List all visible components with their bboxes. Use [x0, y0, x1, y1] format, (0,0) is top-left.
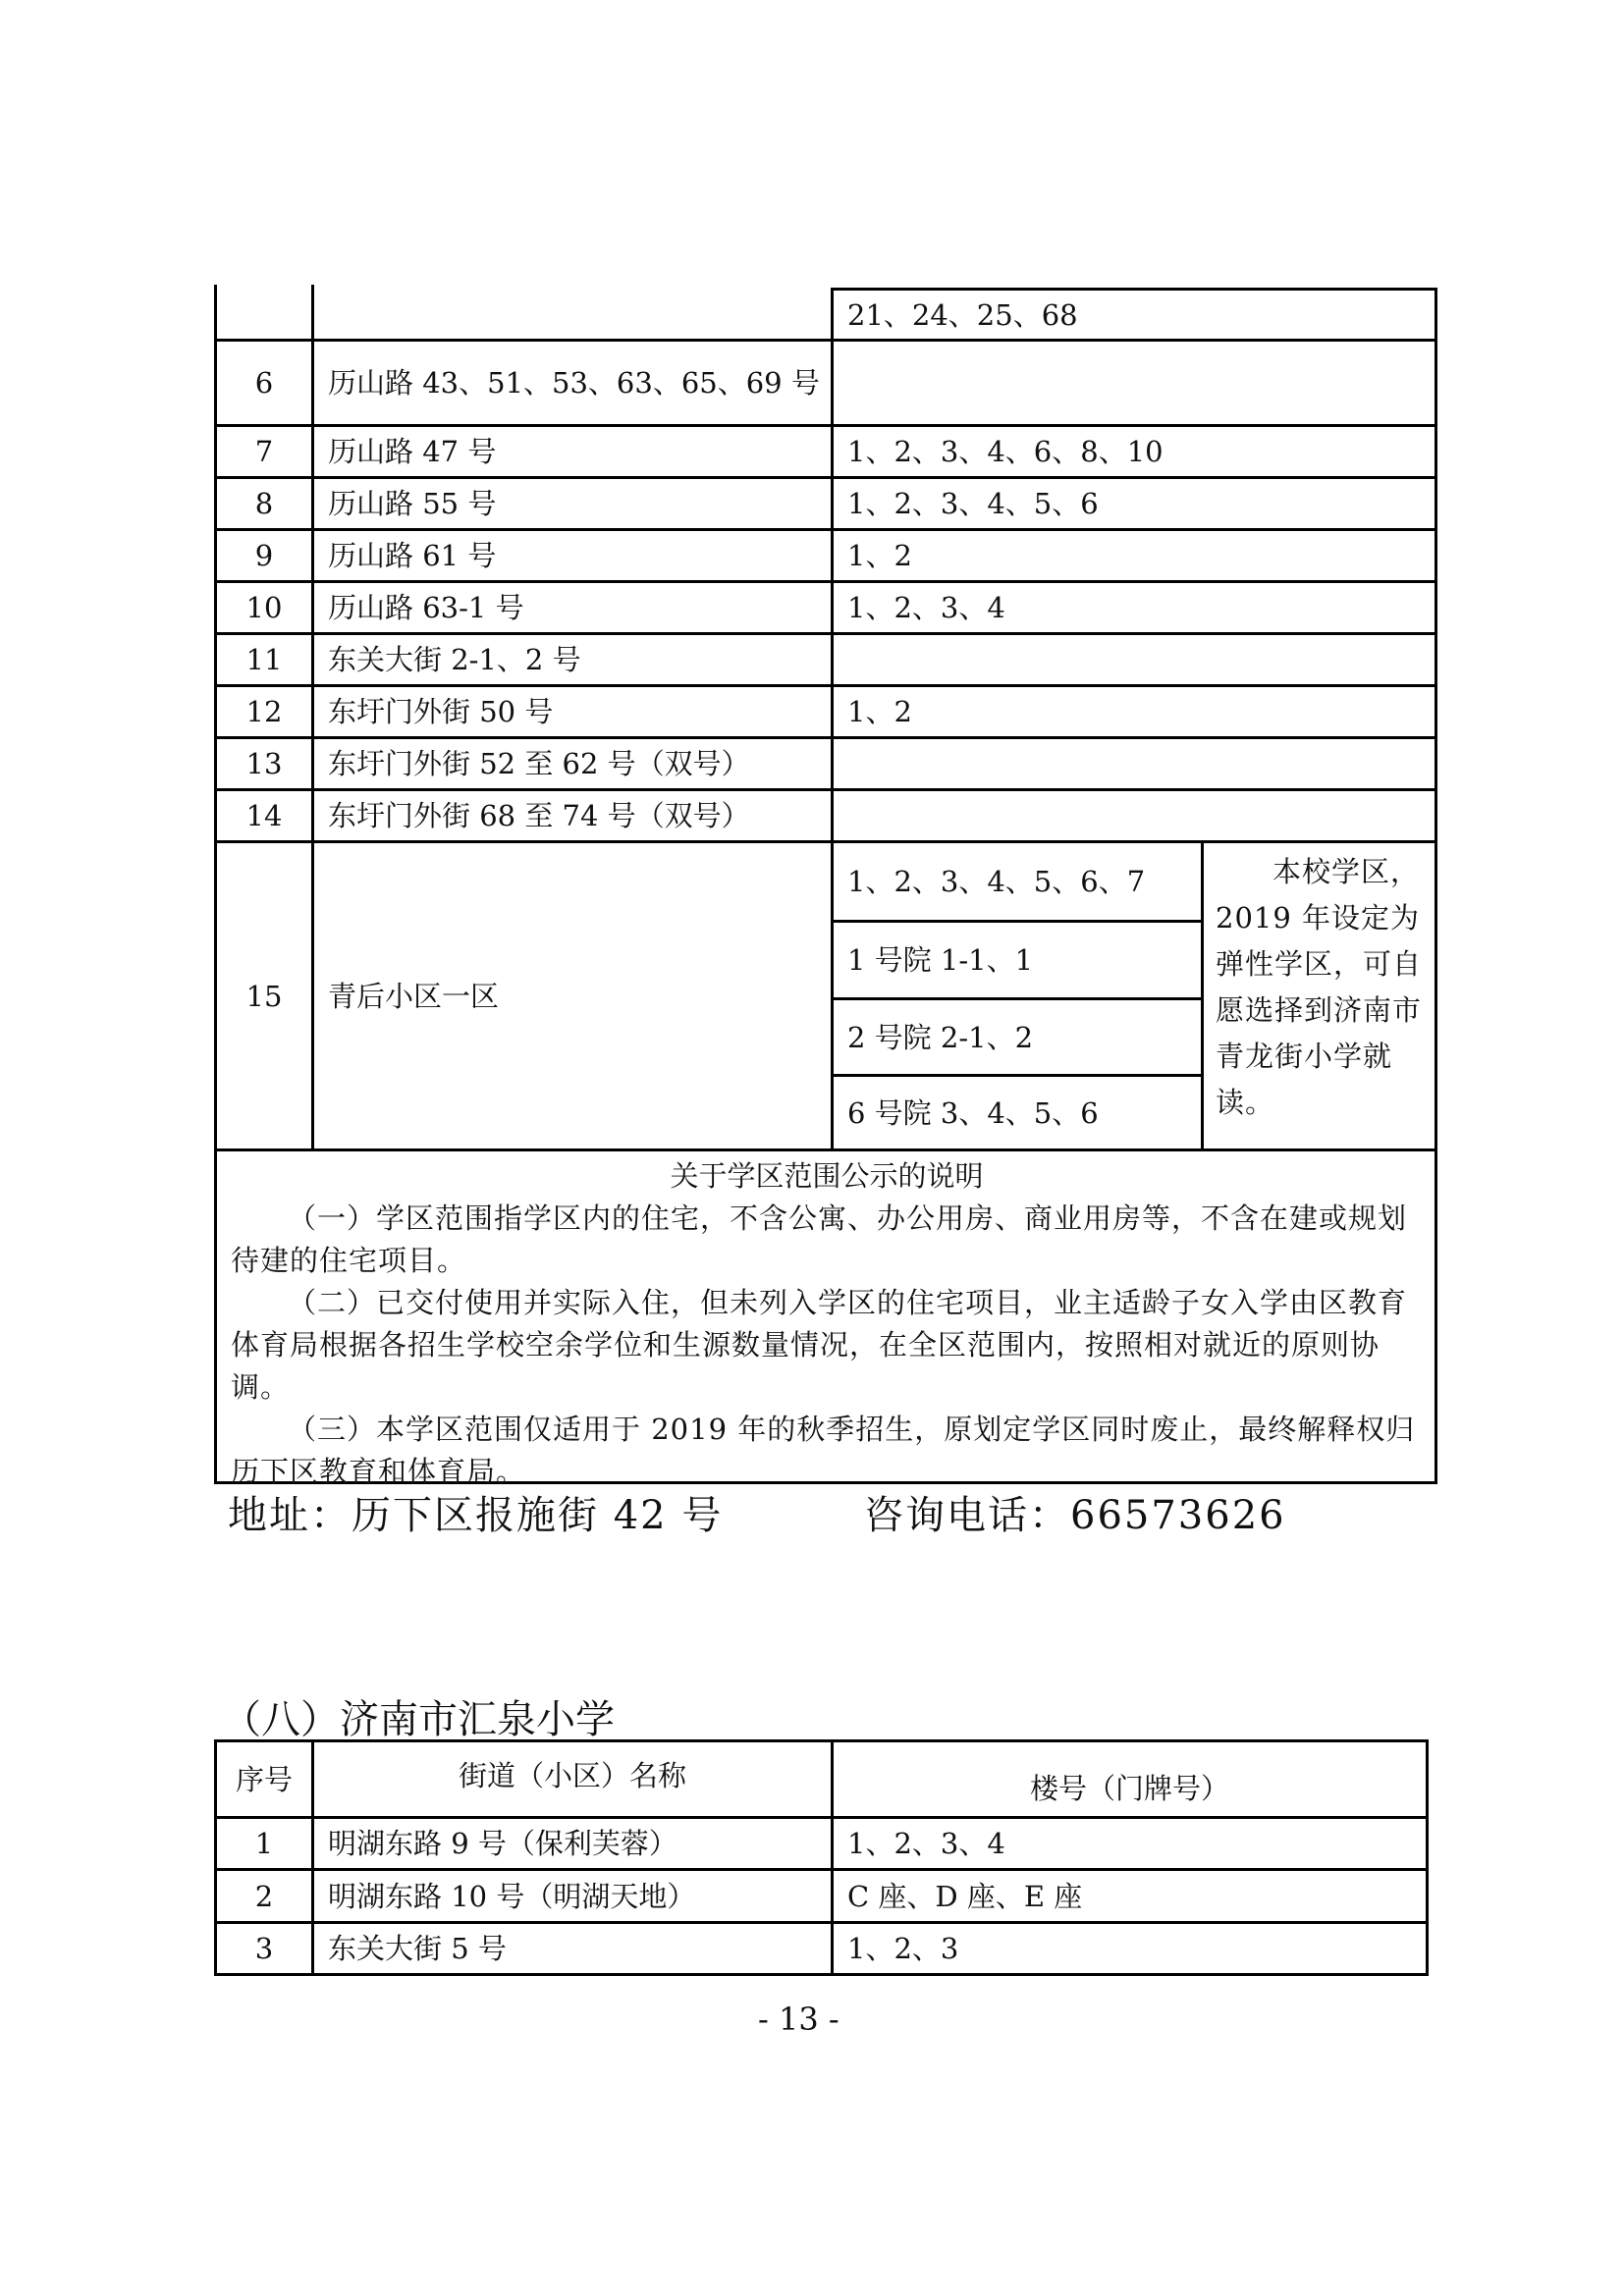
buildings-cell: 1、2	[831, 528, 1437, 583]
buildings-cell: 1、2	[831, 684, 1437, 739]
buildings-cell	[831, 736, 1437, 791]
row-no: 11	[214, 632, 314, 687]
street-cell: 东圩门外街 52 至 62 号（双号）	[311, 736, 834, 791]
row-no: 9	[214, 528, 314, 583]
buildings-cell: 1、2、3	[831, 1921, 1429, 1976]
buildings-cell	[831, 339, 1437, 427]
note-item: （二）已交付使用并实际入住，但未列入学区的住宅项目，业主适龄子女入学由区教育体育局根据各招生学校空余学位和生源数量情况，在全区范围内，按照相对就近的原则协调。	[231, 1286, 1408, 1404]
buildings-subcell: 1、2、3、4、5、6、7	[831, 840, 1204, 923]
district-notes	[214, 1148, 1437, 1488]
street-cell: 东关大街 2-1、2 号	[311, 632, 834, 687]
street-cell: 历山路 47 号	[311, 424, 834, 479]
street-cell: 东关大街 5 号	[311, 1921, 834, 1976]
row-no: 7	[214, 424, 314, 479]
row-no: 10	[214, 580, 314, 635]
page-number: - 13 -	[758, 2001, 839, 2038]
street-cell: 历山路 43、51、53、63、65、69 号	[311, 339, 834, 427]
row-no: 12	[214, 684, 314, 739]
street-cell: 东圩门外街 50 号	[311, 684, 834, 739]
section-title: （八）济南市汇泉小学	[222, 1697, 615, 1742]
notes-title: 关于学区范围公示的说明	[670, 1159, 984, 1193]
row-no: 6	[214, 339, 314, 427]
buildings-subcell: 1 号院 1-1、1	[831, 920, 1204, 1000]
street-cell: 历山路 55 号	[311, 476, 834, 531]
header-street: 街道（小区）名称	[311, 1739, 834, 1819]
note-item: （一）学区范围指学区内的住宅，不含公寓、办公用房、商业用房等，不含在建或规划待建的住宅项目。	[231, 1201, 1408, 1277]
buildings-cell: 1、2、3、4、5、6	[831, 476, 1437, 531]
street-cell: 明湖东路 10 号（明湖天地）	[311, 1868, 834, 1924]
street-cell: 东圩门外街 68 至 74 号（双号）	[311, 788, 834, 843]
buildings-cell: 1、2、3、4	[831, 580, 1437, 635]
row-no: 13	[214, 736, 314, 791]
row-no: 15	[214, 840, 314, 1151]
row-no: 1	[214, 1816, 314, 1871]
row-no: 8	[214, 476, 314, 531]
buildings-cell: C 座、D 座、E 座	[831, 1868, 1429, 1924]
note-item: （三）本学区范围仅适用于 2019 年的秋季招生，原划定学区同时废止，最终解释权归历下区教育和体育局。	[231, 1413, 1416, 1488]
row-no: 14	[214, 788, 314, 843]
header-buildings: 楼号（门牌号）	[831, 1739, 1429, 1819]
street-cell: 历山路 63-1 号	[311, 580, 834, 635]
row-no: 2	[214, 1868, 314, 1924]
row-no: 3	[214, 1921, 314, 1976]
consult-phone: 咨询电话：66573626	[864, 1493, 1286, 1538]
street-cell: 青后小区一区	[311, 840, 834, 1151]
street-cell: 历山路 61 号	[311, 528, 834, 583]
buildings-cell: 1、2、3、4	[831, 1816, 1429, 1871]
buildings-cell	[831, 632, 1437, 687]
flexible-district-remark: 本校学区，2019 年设定为弹性学区，可自愿选择到济南市青龙街小学就读。	[1201, 840, 1437, 1151]
school-address: 地址：历下区报施街 42 号	[228, 1493, 724, 1538]
buildings-cell: 21、24、25、68	[831, 288, 1437, 342]
buildings-subcell: 2 号院 2-1、2	[831, 997, 1204, 1077]
header-no: 序号	[214, 1739, 314, 1819]
buildings-cell	[831, 788, 1437, 843]
street-cell: 明湖东路 9 号（保利芙蓉）	[311, 1816, 834, 1871]
table-row-continued	[214, 288, 1437, 342]
buildings-subcell: 6 号院 3、4、5、6	[831, 1074, 1204, 1151]
buildings-cell: 1、2、3、4、6、8、10	[831, 424, 1437, 479]
